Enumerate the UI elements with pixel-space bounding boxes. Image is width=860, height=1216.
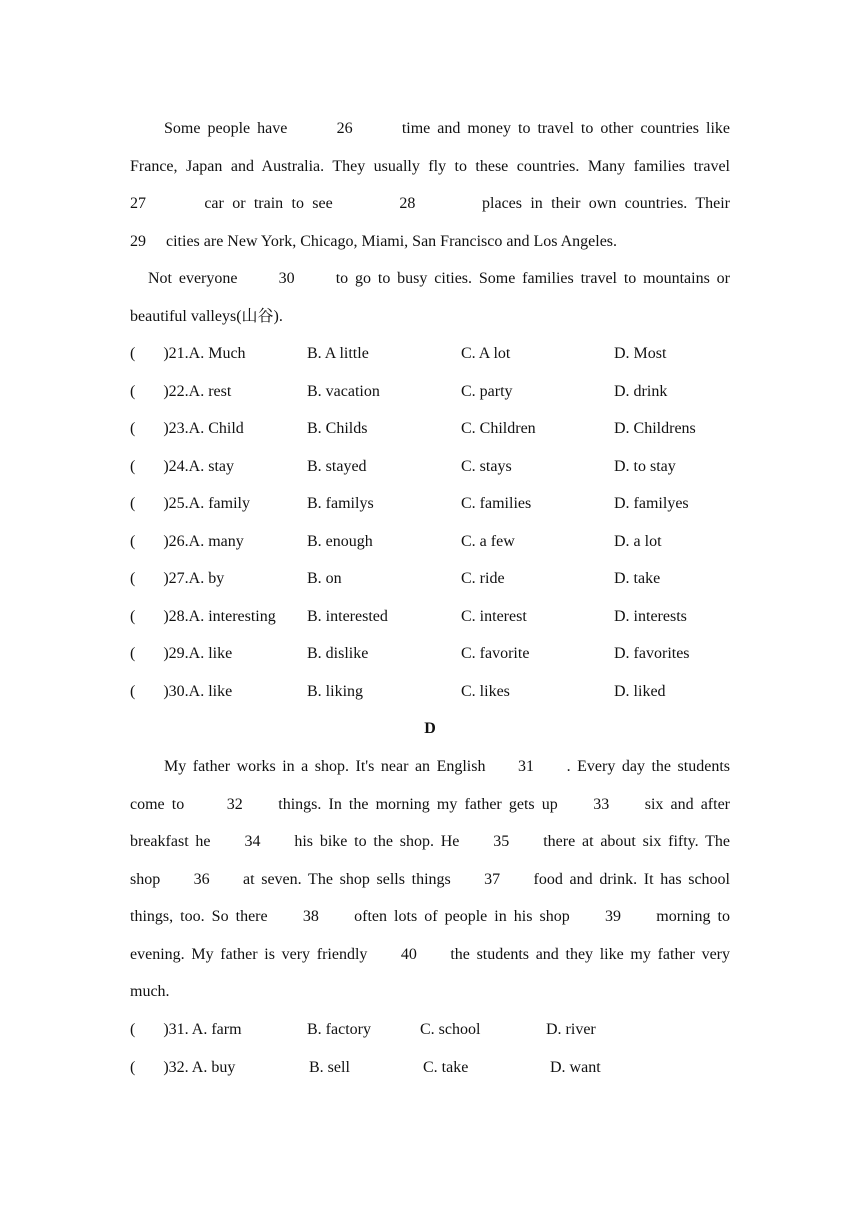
option-b: B. Childs xyxy=(307,420,368,437)
option-b: B. liking xyxy=(307,682,364,700)
question-row xyxy=(130,373,730,411)
option-b: B. vacation xyxy=(307,382,380,400)
option-c: C. interest xyxy=(461,607,527,625)
passage-c xyxy=(130,110,730,335)
question-stem: ( )30.A. like xyxy=(130,682,233,700)
option-d: D. to stay xyxy=(614,457,676,475)
option-d: D. interests xyxy=(614,607,687,625)
option-d: D. Childrens xyxy=(614,420,696,437)
passage-line: breakfast he 34 his bike to the shop. He 35 there at about six fifty. The xyxy=(130,833,730,850)
question-row xyxy=(130,335,730,373)
option-c: C. ride xyxy=(461,570,505,587)
question-stem: ( )26.A. many xyxy=(130,532,244,550)
option-b: B. stayed xyxy=(307,457,367,475)
section-title: D xyxy=(424,720,436,737)
option-c: C. A lot xyxy=(461,345,511,362)
option-b: B. familys xyxy=(307,495,374,512)
question-row xyxy=(130,673,730,711)
question-row xyxy=(130,448,730,486)
option-b: B. factory xyxy=(307,1021,371,1038)
option-b: B. A little xyxy=(307,345,369,362)
question-stem: ( )32. A. buy xyxy=(130,1058,236,1076)
option-c: C. take xyxy=(423,1058,469,1076)
option-d: D. river xyxy=(546,1021,596,1038)
passage-line: My father works in a shop. It's near an English 31 . Every day the students xyxy=(164,758,730,775)
option-d: D. want xyxy=(550,1058,601,1076)
passage-line: things, too. So there 38 often lots of people in his shop 39 morning to xyxy=(130,908,730,925)
passage-line: Some people have 26 time and money to travel to other countries like xyxy=(164,120,730,137)
option-d: D. take xyxy=(614,570,661,587)
question-row xyxy=(130,523,730,561)
question-row xyxy=(130,560,730,598)
question-stem: ( )23.A. Child xyxy=(130,420,244,437)
passage-line: beautiful valleys(山谷). xyxy=(130,307,283,325)
question-row xyxy=(130,598,730,636)
option-c: C. party xyxy=(461,382,513,400)
option-b: B. interested xyxy=(307,607,388,625)
passage-line: come to 32 things. In the morning my father gets up 33 six and after xyxy=(130,795,730,813)
passage-line: Not everyone 30 to go to busy cities. Some families travel to mountains or xyxy=(148,270,730,287)
question-stem: ( )25.A. family xyxy=(130,495,250,512)
option-d: D. liked xyxy=(614,682,666,700)
question-stem: ( )28.A. interesting xyxy=(130,607,276,625)
question-row xyxy=(130,1049,730,1087)
question-list-c xyxy=(130,335,730,710)
question-stem: ( )29.A. like xyxy=(130,645,233,662)
option-d: D. favorites xyxy=(614,645,690,662)
option-d: D. drink xyxy=(614,382,668,400)
question-stem: ( )27.A. by xyxy=(130,570,225,587)
option-c: C. likes xyxy=(461,682,510,700)
option-b: B. dislike xyxy=(307,645,369,662)
option-d: D. a lot xyxy=(614,532,662,550)
option-d: D. Most xyxy=(614,345,667,362)
option-d: D. familyes xyxy=(614,495,689,512)
passage-line: shop 36 at seven. The shop sells things 37 food and drink. It has school xyxy=(130,870,730,888)
passage-d xyxy=(130,748,730,1011)
option-c: C. Children xyxy=(461,420,536,437)
question-stem: ( )31. A. farm xyxy=(130,1021,242,1038)
question-row xyxy=(130,485,730,523)
question-stem: ( )21.A. Much xyxy=(130,345,246,362)
option-c: C. stays xyxy=(461,457,512,475)
passage-line: 27 car or train to see 28 places in their own countries. Their xyxy=(130,195,730,212)
passage-line: much. xyxy=(130,983,170,1000)
question-row xyxy=(130,1011,730,1049)
question-stem: ( )22.A. rest xyxy=(130,382,232,400)
passage-line: evening. My father is very friendly 40 the students and they like my father very xyxy=(130,945,730,963)
question-row xyxy=(130,410,730,448)
option-b: B. sell xyxy=(309,1058,350,1076)
passage-line: 29 cities are New York, Chicago, Miami, San Francisco and Los Angeles. xyxy=(130,232,618,250)
passage-line: France, Japan and Australia. They usually fly to these countries. Many families travel xyxy=(130,157,730,175)
option-b: B. on xyxy=(307,570,342,587)
option-c: C. favorite xyxy=(461,645,530,662)
question-list-d xyxy=(130,1011,730,1086)
option-c: C. families xyxy=(461,495,532,512)
option-c: C. school xyxy=(420,1021,481,1038)
option-c: C. a few xyxy=(461,532,515,550)
question-stem: ( )24.A. stay xyxy=(130,457,234,475)
option-b: B. enough xyxy=(307,532,373,550)
question-row xyxy=(130,635,730,673)
